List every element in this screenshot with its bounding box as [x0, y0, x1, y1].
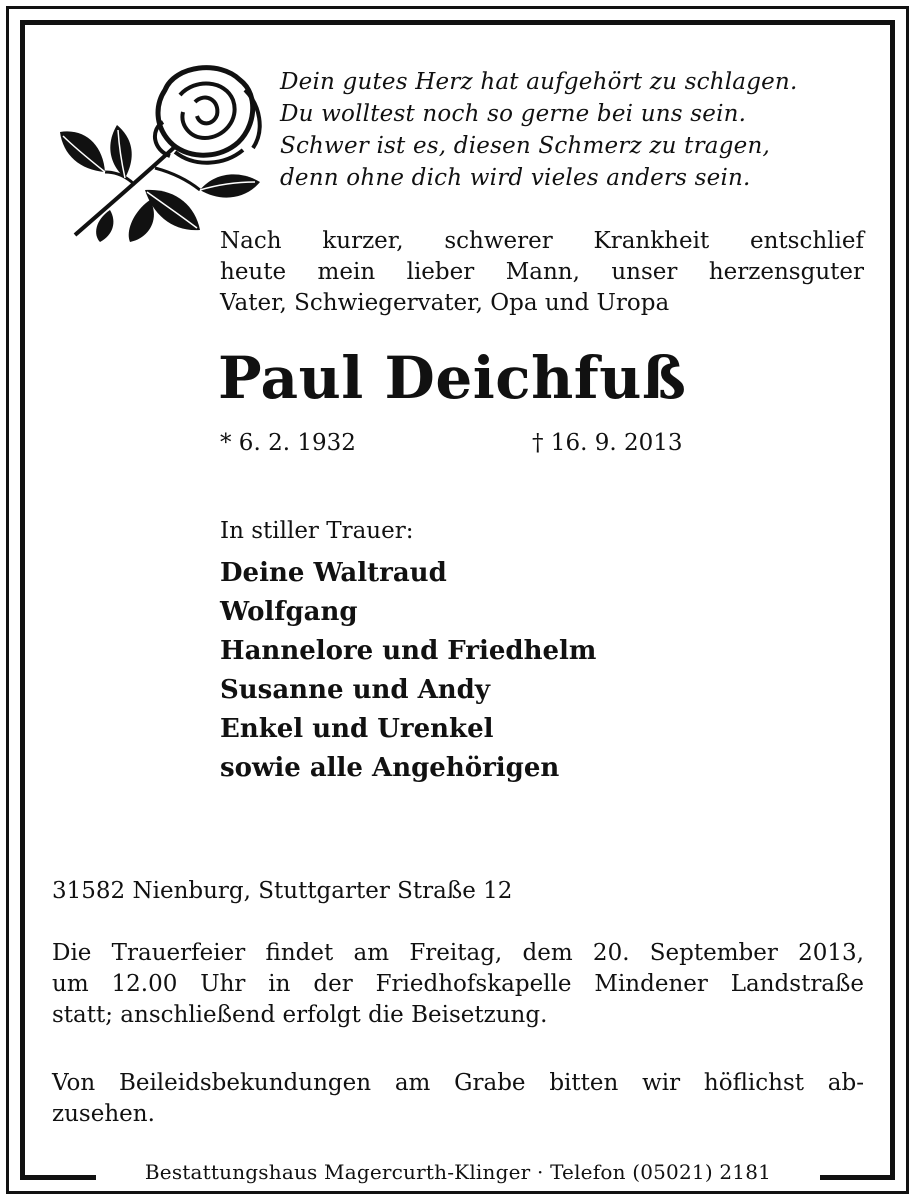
- mourning-label: In stiller Trauer:: [220, 518, 414, 544]
- death-announcement: [220, 226, 864, 319]
- announcement-line: Vater, Schwiegervater, Opa und Uropa: [220, 290, 670, 316]
- mourner-name: Hannelore und Friedhelm: [220, 636, 597, 666]
- announcement-line: Nach kurzer, schwerer Krankheit entschlief: [220, 228, 864, 254]
- rose-icon: [55, 60, 270, 245]
- ceremony-line: Die Trauerfeier findet am Freitag, dem 20. September 2013,: [52, 940, 864, 966]
- funeral-home-footer: Bestattungshaus Magercurth-Klinger · Telefon (05021) 2181: [96, 1156, 820, 1188]
- mourner-name: Deine Waltraud: [220, 558, 447, 588]
- condolence-line: zusehen.: [52, 1101, 155, 1127]
- ceremony-info: [52, 938, 864, 1031]
- address: 31582 Nienburg, Stuttgarter Straße 12: [52, 878, 513, 904]
- death-date: † 16. 9. 2013: [532, 430, 683, 456]
- mourner-name: sowie alle Angehörigen: [220, 753, 560, 783]
- poem: [280, 66, 880, 194]
- mourners-list: [220, 554, 596, 788]
- condolence-note: [52, 1068, 864, 1130]
- birth-date: * 6. 2. 1932: [220, 430, 356, 456]
- ceremony-line: statt; anschließend erfolgt die Beisetzung.: [52, 1002, 548, 1028]
- poem-line: Du wolltest noch so gerne bei uns sein.: [280, 101, 747, 127]
- announcement-line: heute mein lieber Mann, unser herzensguter: [220, 259, 864, 285]
- condolence-line: Von Beileidsbekundungen am Grabe bitten wir höflichst ab-: [52, 1070, 864, 1096]
- deceased-name: Paul Deichfuß: [218, 344, 687, 412]
- poem-line: Schwer ist es, diesen Schmerz zu tragen,: [280, 133, 770, 159]
- poem-line: Dein gutes Herz hat aufgehört zu schlagen.: [280, 69, 798, 95]
- poem-line: denn ohne dich wird vieles anders sein.: [280, 165, 751, 191]
- ceremony-line: um 12.00 Uhr in der Friedhofskapelle Mindener Landstraße: [52, 971, 864, 997]
- mourner-name: Wolfgang: [220, 597, 358, 627]
- mourner-name: Enkel und Urenkel: [220, 714, 494, 744]
- mourner-name: Susanne und Andy: [220, 675, 490, 705]
